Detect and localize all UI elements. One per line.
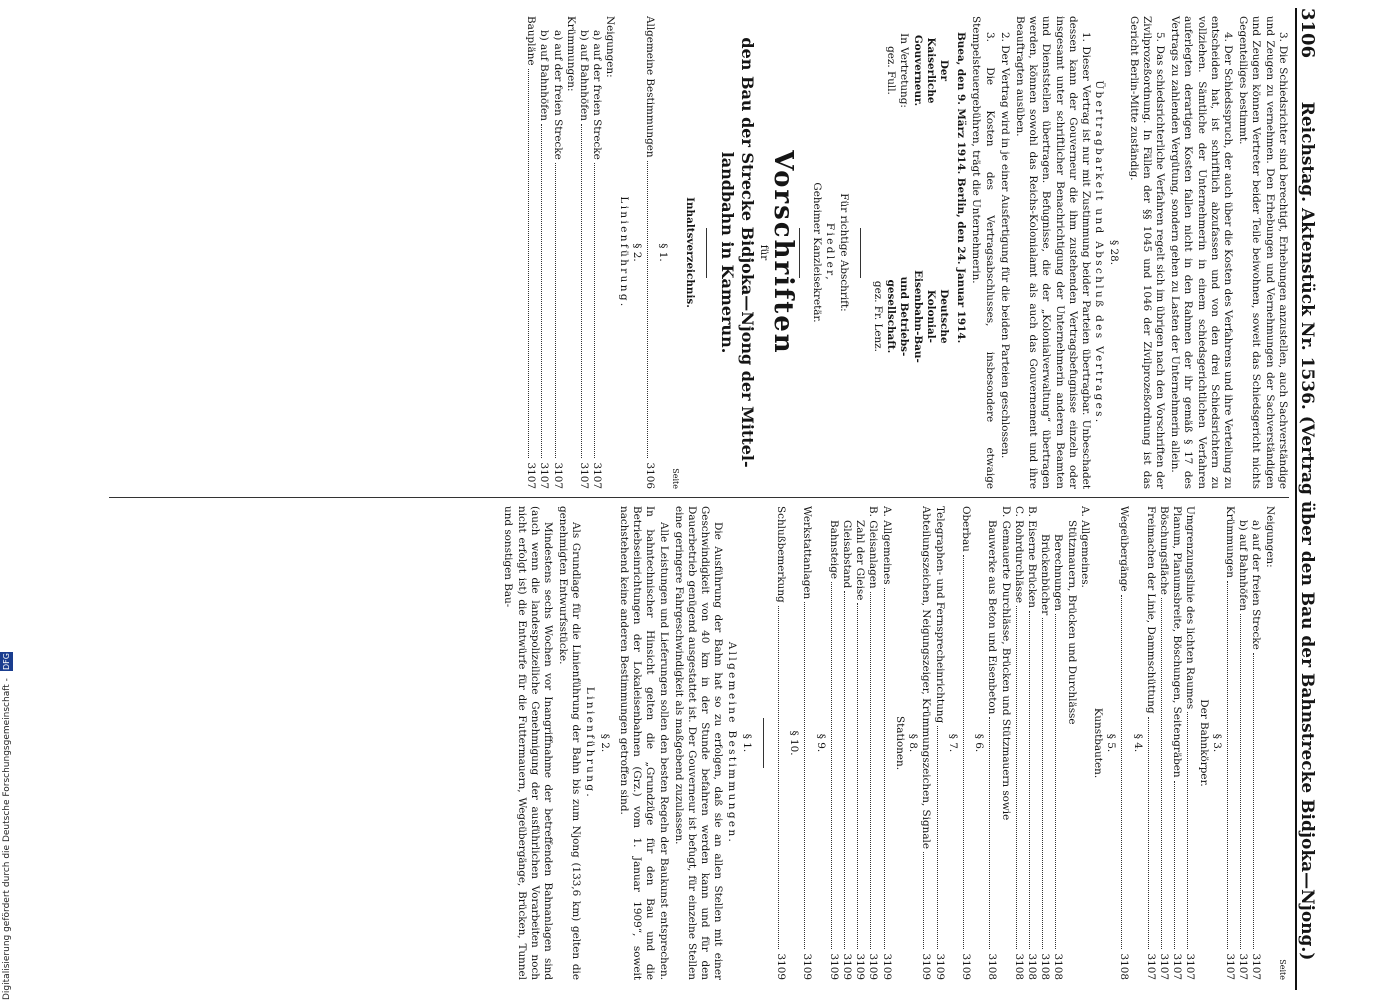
toc-entry <box>537 16 550 489</box>
toc-page: 3107 <box>1250 953 1263 980</box>
paragraph: 3. Die Kosten des Vertragsabschlusses, insbesondere etwaige Stempelsteuergebühren, trägt die Unternehmerin. <box>970 16 996 489</box>
toc-label: b) auf Bahnhöfen <box>538 30 551 121</box>
toc-label: C. Rohrdurchlässe <box>1012 506 1025 604</box>
toc-label: Oberbau <box>959 506 972 552</box>
toc-section: § 3. <box>1210 733 1223 753</box>
dfg-logo: DFG <box>2 653 11 671</box>
paragraph: 4. Der Schiedsspruch, der auch über die Kosten des Verfahrens und ihre Verteilung zu entscheiden hat, ist schriftlich abzufassen und von den drei Schiedsrichtern zu vollziehen. Sämtliche der Unternehmerin in einem schiedsgerichtlichen Verfahren auferlegten derartigen Kosten fallen nicht in den Rahmen der ihr gemäß § 17 des Vertrags zu zahlenden Vergütung, sondern gehen zu Lasten der Unternehmerin allein. <box>1169 16 1234 489</box>
toc-section: § 10. <box>788 730 801 756</box>
toc-label: Telegraphen- und Fernsprecheinrichtung <box>933 506 946 724</box>
toc-entry <box>840 506 853 980</box>
paragraph: 2. Der Vertrag wird in je einer Ausfertigung für die beiden Parteien geschlossen. <box>998 32 1011 459</box>
toc-entry <box>524 16 537 489</box>
toc-page: 3107 <box>1157 953 1170 980</box>
divider <box>860 228 861 278</box>
divider <box>706 228 707 278</box>
copy-role: Geheimer Kanzleisekretär. <box>811 182 824 323</box>
toc-entry <box>1183 506 1196 980</box>
toc-page-label: Seite <box>1277 959 1287 980</box>
sig-text: gez. Full. <box>885 46 898 95</box>
toc-entry <box>1249 506 1262 980</box>
toc-group: Neigungen: <box>604 16 617 78</box>
toc-section: § 8. <box>907 733 920 753</box>
toc-section-heading: Kunstbauten. <box>1091 707 1104 779</box>
toc-label: A. Allgemeines <box>880 506 893 585</box>
toc-entry <box>800 506 813 980</box>
toc-title: Inhaltsverzeichnis. <box>683 197 696 308</box>
sig-text: gez. Fr. Lenz. <box>871 280 884 352</box>
divider <box>763 718 764 768</box>
section-number: § 28. <box>1108 239 1121 266</box>
toc-entry <box>932 506 945 980</box>
toc-section: § 1. <box>657 243 670 262</box>
toc-label: b) auf Bahnhöfen <box>1237 520 1250 611</box>
toc-section: § 5. <box>1105 733 1118 753</box>
toc-label: Krümmungen <box>1223 506 1236 579</box>
document-title: Vorschriften <box>768 150 799 355</box>
toc-label: a) auf der freien Strecke <box>591 30 604 160</box>
toc-page: 3107 <box>1237 953 1250 980</box>
toc-page: 3106 <box>644 462 657 489</box>
toc-entry <box>866 506 879 980</box>
toc-label: Böschungsfläche <box>1157 506 1170 595</box>
toc-page: 3109 <box>959 953 972 980</box>
toc-page: 3107 <box>1223 953 1236 980</box>
toc-label: b) auf Bahnhöfen <box>578 30 591 121</box>
toc-label: Werkstattanlagen <box>801 506 814 600</box>
toc-entry <box>985 506 998 980</box>
right-column <box>109 498 1289 988</box>
toc-page: 3109 <box>920 953 933 980</box>
toc-page: 3107 <box>578 462 591 489</box>
signature-right <box>871 262 950 489</box>
toc-page: 3107 <box>1144 953 1157 980</box>
toc-page: 3108 <box>1118 953 1131 980</box>
toc-entry <box>959 506 972 980</box>
sig-text: In Vertretung: <box>898 33 911 108</box>
digitization-note <box>0 600 22 1000</box>
document-page <box>80 0 1320 1000</box>
toc-page: 3109 <box>775 953 788 980</box>
paragraph: 5. Das schiedsrichterliche Verfahren regelt sich im übrigen nach den Vorschriften der Zivilprozeßordnung. In Fällen der §§ 1045 und 1046 der Zivilprozeßordnung ist das Gericht Berlin-Mitte zuständig. <box>1127 16 1166 489</box>
document-subtitle: landbahn in Kamerun. <box>717 151 737 354</box>
toc-page: 3109 <box>880 953 893 980</box>
toc-entry <box>1144 506 1157 980</box>
toc-label: a) auf der freien Strecke <box>1250 520 1263 650</box>
toc-entry <box>880 506 893 980</box>
toc-entry <box>590 16 603 489</box>
digitization-note-text: Digitalisierung gefördert durch die Deutsche Forschungsgemeinschaft - <box>2 678 12 1000</box>
section-heading: Allgemeine Bestimmungen. <box>725 641 738 845</box>
paragraph: 3. Die Schiedsrichter sind berechtigt, Erhebungen anzustellen, auch Sachverständige und Zeugen zu vernehmen. Den Erhebungen und Vernehmungen der Sachverständigen und Zeugen können Vertreter beider Teile beiwohnen, soweit das Schiedsgericht nichts Gegenteiliges bestimmt. <box>1237 16 1289 489</box>
toc-entry <box>1038 506 1051 980</box>
toc-label: Umgrenzungslinie des lichten Raumes <box>1184 506 1197 710</box>
toc-label: B. Eiserne Brücken <box>1025 506 1038 608</box>
toc-subgroup: Stützmauern, Brücken und Durchlässe <box>1065 520 1078 725</box>
page-number: 3106 <box>1297 8 1318 59</box>
toc-section-heading: Stationen. <box>893 715 906 771</box>
toc-label: Bauwerke aus Beton und Eisenbeton <box>986 520 999 715</box>
toc-entry <box>643 16 656 489</box>
toc-page: 3107 <box>538 462 551 489</box>
paragraph: 1. Dieser Vertrag ist nur mit Zustimmung beider Parteien übertragbar. Unbeschadet dessen kann der Gouverneur die ihm zustehenden Vertragsbefugnisse einzeln oder insgesamt unter schriftlicher Benachrichtigung der Unternehmerin anderen Beamten und Dienststellen übertragen. Befugnisse, die der „Kolonialverwaltung“ übertragen werden, können sowohl das Reichs-Kolonialamt als auch das Gouvernement und ihre Beauftragten ausüben. <box>1013 16 1092 489</box>
toc-entry <box>853 506 866 980</box>
toc-page-label: Seite <box>671 468 681 489</box>
toc-section: § 6. <box>973 733 986 753</box>
toc-section: § 4. <box>1131 733 1144 753</box>
toc-page: 3107 <box>591 462 604 489</box>
copy-note: Für richtige Abschrift: <box>837 193 850 312</box>
toc-section: § 2. <box>630 243 643 262</box>
toc-label: Berechnungen <box>1052 534 1065 611</box>
toc-page: 3108 <box>986 953 999 980</box>
title-connector: für <box>757 244 770 261</box>
section-heading: Linienführung. <box>583 686 596 800</box>
toc-label: Gleisabstand <box>841 520 854 589</box>
toc-label: Abteilungszeichen, Neigungszeiger, Krümmungszeichen, Signale <box>920 506 933 850</box>
toc-entry <box>1051 506 1064 980</box>
toc-entry <box>1236 506 1249 980</box>
toc-section-heading: Der Bahnkörper. <box>1197 699 1210 787</box>
sig-text: Kaiserliche Gouverneur. <box>911 34 937 107</box>
toc-page: 3108 <box>1052 953 1065 980</box>
toc-page: 3109 <box>827 953 840 980</box>
toc-section: § 7. <box>946 733 959 753</box>
toc-page: 3109 <box>867 953 880 980</box>
left-column <box>109 8 1289 498</box>
toc-label: Schlußbemerkung <box>775 506 788 603</box>
toc-page: 3109 <box>854 953 867 980</box>
toc-label: Zahl der Gleise <box>854 520 867 601</box>
document-subtitle: den Bau der Strecke Bidjoka—Njong der Mittel- <box>737 37 757 468</box>
toc-label: Planum, Planumsbreite, Böschungen, Seitengräben <box>1171 506 1184 778</box>
toc-entry <box>1117 506 1130 980</box>
toc-section-heading: Linienführung. <box>617 196 630 309</box>
toc-page: 3108 <box>1012 953 1025 980</box>
page-title: Reichstag. Aktenstück Nr. 1536. (Vertrag über den Bau der Bahnstrecke Bidjoka—Njong.) <box>1297 101 1317 961</box>
toc-entry <box>1223 506 1236 980</box>
toc-group: Neigungen: <box>1263 506 1276 568</box>
toc-entry <box>827 506 840 980</box>
toc-entry <box>774 506 787 980</box>
date-line: Buea, den 9. März 1914. Berlin, den 24. Januar 1914. <box>955 32 968 344</box>
toc-page: 3107 <box>1171 953 1184 980</box>
toc-section: § 9. <box>814 733 827 753</box>
toc-page: 3109 <box>801 953 814 980</box>
toc-label: a) auf der freien Strecke <box>551 30 564 160</box>
toc-entry <box>550 16 563 489</box>
toc-entry <box>1012 506 1025 980</box>
toc-label: Baupläne <box>525 16 538 66</box>
paragraph: Die Ausführung der Bahn hat so zu erfolgen, daß sie an allen Stellen mit einer Geschwindigkeit von 40 km in der Stunde befahren werden kann und für den Dauerbetrieb genügend ausgestattet ist. Der Gouverneur ist befugt, für einzelne Stellen eine geringere Fahrgeschwindigkeit als maßgebend zuzulassen. <box>672 506 725 980</box>
paragraph: Alle Leistungen und Lieferungen sollen den besten Regeln der Baukunst entsprechen. In bahntechnischer Hinsicht gelten die „Grundzüge für den Bau und die Betriebseinrichtungen der Lokaleisenbahnen (Grz.) vom 1. Januar 1909“, soweit nachstehend keine anderen Bestimmungen getroffen sind. <box>618 506 670 980</box>
toc-page: 3107 <box>551 462 564 489</box>
running-header <box>1295 8 1318 990</box>
paragraph: Mindestens sechs Wochen vor Inangriffnahme der betreffenden Bahnanlagen sind (auch wenn die landespolizeiliche Genehmigung der ausführlichen Vorarbeiten noch nicht erfolgt ist) die Entwürfe für die Futtermauern, Wegeübergänge, Brücken, Tunnel und sonstigen Bau- <box>502 506 555 980</box>
toc-group: D. Gemauerte Durchlässe, Brücken und Stützmauern sowie <box>999 506 1012 821</box>
sig-text: Deutsche Kolonial-Eisenbahn-Bau- und Betriebs-gesellschaft. <box>885 270 950 363</box>
copy-signer: Fiedler, <box>824 222 837 283</box>
toc-page: 3107 <box>525 462 538 489</box>
section-heading: Übertragbarkeit und Abschluß des Vertrages. <box>1093 80 1106 425</box>
signatures <box>871 16 950 489</box>
toc-group: Krümmungen: <box>564 16 577 92</box>
toc-page: 3109 <box>933 953 946 980</box>
toc-entry <box>919 506 932 980</box>
toc-page: 3108 <box>1039 953 1052 980</box>
toc-label: Wegeübergänge <box>1118 506 1131 592</box>
section-number: § 1. <box>740 733 753 753</box>
divider <box>799 228 800 278</box>
toc-label: B. Gleisanlagen <box>867 506 880 589</box>
toc-label: Bahnsteige <box>827 520 840 579</box>
section-number: § 2. <box>598 733 611 753</box>
toc-entry <box>577 16 590 489</box>
toc-page: 3109 <box>841 953 854 980</box>
toc-label: Freimachen der Linie, Dammschüttung <box>1144 506 1157 714</box>
paragraph: Als Grundlage für die Linienführung der Bahn bis zum Njong (133,6 km) gelten die genehmigten Entwurfsstücke. <box>557 506 583 980</box>
sig-text: Der <box>937 59 950 82</box>
toc-page: 3108 <box>1025 953 1038 980</box>
toc-label: Allgemeine Bestimmungen <box>644 16 657 158</box>
toc-entry <box>1170 506 1183 980</box>
toc-entry <box>1025 506 1038 980</box>
toc-entry <box>1157 506 1170 980</box>
toc-page: 3107 <box>1184 953 1197 980</box>
toc-label: Brückenbücher <box>1039 534 1052 616</box>
toc-group: A. Allgemeines. <box>1078 506 1091 588</box>
signature-left <box>871 16 950 243</box>
